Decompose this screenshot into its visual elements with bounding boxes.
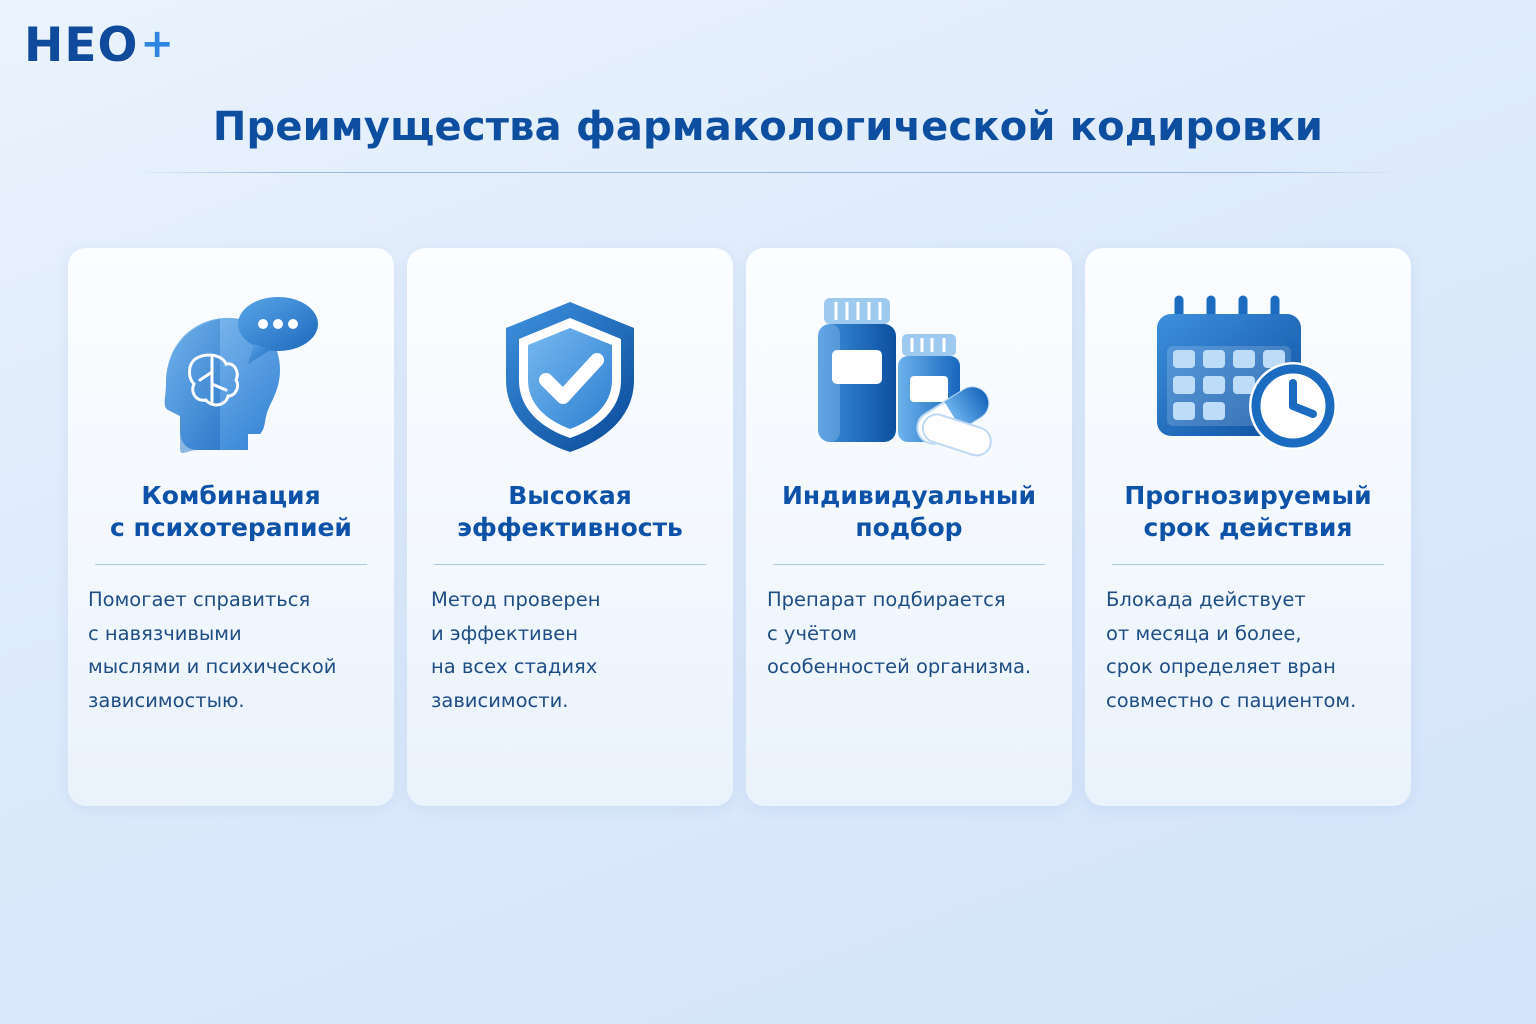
benefit-card-title (1124, 480, 1371, 554)
description-line: Метод проверен (431, 588, 601, 611)
benefit-card-title-line2: подбор (855, 513, 963, 542)
benefits-card-list (68, 248, 1468, 806)
card-divider (773, 564, 1045, 565)
card-divider (95, 564, 367, 565)
benefit-card-title-line1: Высокая (508, 481, 632, 510)
benefit-card-title-line1: Комбинация (141, 481, 321, 510)
benefit-card-title-line2: эффективность (457, 513, 683, 542)
description-line: срок определяет вран (1106, 655, 1336, 679)
description-line: на всех стадиях (431, 655, 598, 679)
benefit-card-title-line1: Индивидуальный (781, 481, 1037, 510)
brand-logo-text: HEO (24, 18, 139, 73)
brand-logo-plus-icon: + (140, 21, 174, 67)
description-line: мыслями и психической (88, 655, 337, 679)
description-line: совместно с пациентом. (1106, 688, 1357, 712)
benefit-card-individual-selection (746, 248, 1072, 806)
description-line: от месяца и более, (1106, 621, 1302, 645)
title-divider (133, 172, 1403, 173)
description-line: с учётом (767, 621, 857, 645)
benefit-card-title (457, 480, 683, 554)
benefit-card-description (1104, 583, 1392, 717)
benefit-card-description (765, 583, 1053, 684)
benefit-card-title-line2: с психотерапией (110, 513, 352, 542)
benefit-card-effectiveness (407, 248, 733, 806)
benefit-card-description (88, 583, 374, 717)
benefit-card-title-line2: срок действия (1143, 513, 1353, 542)
card-divider (1112, 564, 1384, 565)
description-line: Помогает справиться (88, 588, 311, 611)
description-line: особенностей организма. (767, 655, 1032, 679)
benefit-card-combination (68, 248, 394, 806)
benefit-card-predictable-duration (1085, 248, 1411, 806)
head-brain-speech-bubble-icon (136, 270, 326, 480)
card-divider (434, 564, 706, 565)
description-line: Препарат подбирается (767, 588, 1006, 611)
description-line: и эффективен (431, 621, 578, 645)
page-title: Преимущества фармакологической кодировки (212, 104, 1324, 150)
pill-bottles-capsule-icon (802, 270, 1017, 480)
brand-logo (24, 18, 174, 73)
shield-check-icon (488, 270, 653, 480)
page-title-block (0, 104, 1536, 173)
benefit-card-description (423, 583, 717, 717)
description-line: Блокада действует (1106, 588, 1306, 611)
description-line: с навязчивыми (88, 621, 242, 645)
description-line: зависимостыю. (88, 688, 245, 712)
benefit-card-title (110, 480, 352, 554)
benefit-card-title-line1: Прогнозируемый (1124, 481, 1372, 510)
calendar-clock-icon (1141, 270, 1356, 480)
description-line: зависимости. (431, 688, 569, 712)
benefit-card-title (782, 480, 1036, 554)
